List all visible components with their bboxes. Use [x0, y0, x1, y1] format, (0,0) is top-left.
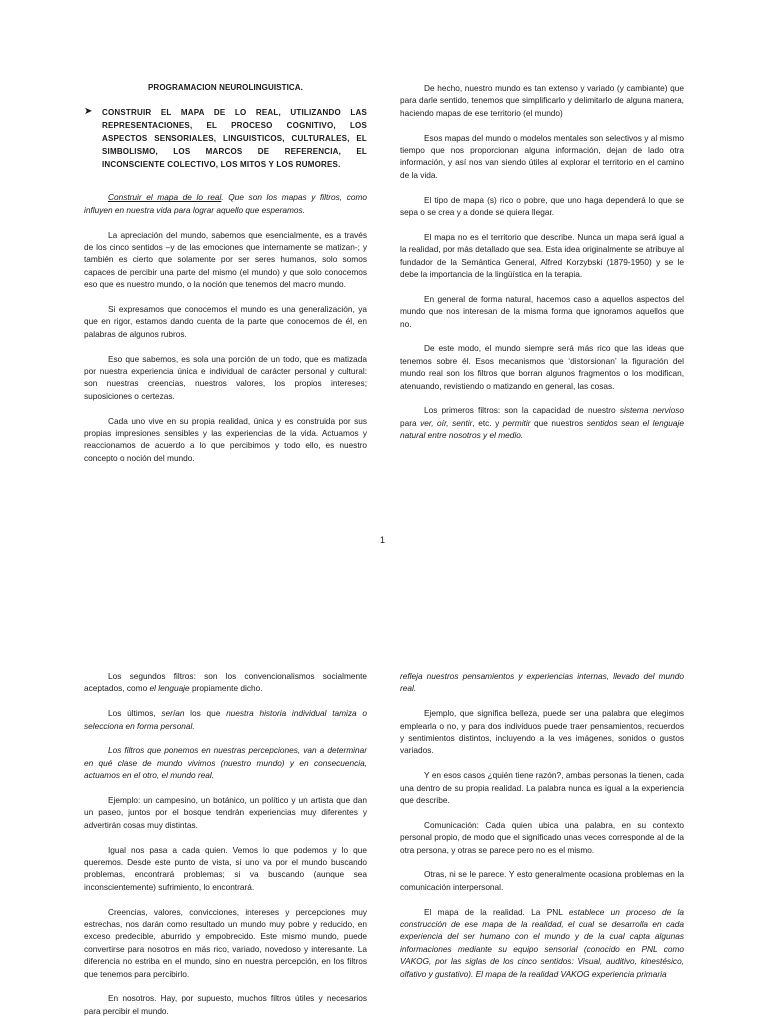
- text-run: Los últimos,: [108, 708, 162, 719]
- lead-underlined: Construir el mapa de lo real: [108, 192, 222, 203]
- paragraph: Comunicación: Cada quien ubica una palabra, en su contexto personal propio, de modo que el significado unas veces corresponde al de la otra persona, y otras se parece pero no es el mismo.: [400, 819, 684, 855]
- text-run: los que: [184, 708, 227, 719]
- paragraph: Creencias, valores, convicciones, intereses y percepciones muy estrechas, nos darán como resultado un mundo muy pobre y reducido, en exceso predecible, aburrido y empobrecido. Este mismo mundo, puede convertirse para nosotros en más rico, variado, novedoso y interesante. La diferencia no estriba en el mundo, sino en nuestra percepción, en los filtros que tenemos para percibirlo.: [84, 906, 367, 979]
- filters-italic-paragraph: Los filtros que ponemos en nuestras percepciones, van a determinar en qué clase de mundo vivimos (nuestro mundo) y en consecuencia, actuamos en el otro, el mundo real.: [84, 745, 367, 781]
- second-filters-paragraph: [84, 670, 367, 695]
- paragraph: Eso que sabemos, es sola una porción de un todo, que es matizada por nuestra experiencia única e individual de carácter personal y cultural: son nuestras creencias, nuestros valores, los propios intereses; suposiciones o certezas.: [84, 353, 367, 401]
- pnl-paragraph: [400, 906, 684, 980]
- paragraph: Esos mapas del mundo o modelos mentales son selectivos y al mismo tiempo que nos proporcionan alguna información, dejan de lado otra información, y así nos van siendo útiles al explorar el territorio en el camino de la vida.: [400, 132, 684, 180]
- page2-left-column: [84, 670, 367, 1024]
- arrow-bullet-icon: ➤: [84, 106, 93, 118]
- paragraph: Y en esos casos ¿quién tiene razón?, ambas personas la tienen, cada una dentro de su propia realidad. La palabra nunca es igual a la experiencia que describe.: [400, 770, 684, 806]
- text-run: Los primeros filtros: son la capacidad de nuestro: [424, 405, 620, 416]
- text-run: que nuestros: [530, 417, 587, 428]
- page1-right-column: [400, 82, 684, 454]
- text-run: , etc. y: [472, 417, 503, 428]
- page-number: 1: [380, 535, 386, 545]
- paragraph: Cada uno vive en su propia realidad, única y es construida por sus propias impresiones sensibles y las experiencias de la vida. Actuamos y reaccionamos de acuerdo a lo que percibimos y todo ello, es nuestro concepto o noción del mundo.: [84, 415, 367, 463]
- paragraph: Igual nos pasa a cada quien. Vemos lo que podemos y lo que queremos. Desde este punto de vista, si uno va por el mundo buscando problemas, encontrará problemas; si va buscando (aunque sea inconscientemente) sufrimiento, lo encontrará.: [84, 844, 367, 892]
- objective-bullet-text: CONSTRUIR EL MAPA DE LO REAL, UTILIZANDO LAS REPRESENTACIONES, EL PROCESO COGNITIVO, LOS ASPECTOS SENSORIALES, LINGUISTICOS, CULTURALES, EL SIMBOLISMO, LOS MARCOS DE REFERENCIA, EL INCONSCIENTE COLECTIVO, LOS MITOS Y LOS RUMORES.: [102, 108, 367, 170]
- last-filters-paragraph: [84, 707, 367, 732]
- document-title: PROGRAMACION NEUROLINGUISTICA.: [148, 83, 303, 92]
- paragraph: De hecho, nuestro mundo es tan extenso y variado (y cambiante) que para darle sentido, tenemos que simplificarlo y delimitarlo de alguna manera, haciendo mapas de ese territorio (el mundo): [400, 83, 684, 118]
- paragraph: En general de forma natural, hacemos caso a aquellos aspectos del mundo que nos interesan de la misma forma que ignoramos aquellos que no.: [400, 293, 684, 329]
- paragraph: En nosotros. Hay, por supuesto, muchos filtros útiles y necesarios para percibir el mundo.: [84, 993, 367, 1016]
- document-page-2: [0, 650, 768, 1024]
- text-run: para: [400, 417, 421, 428]
- page-gap: [0, 590, 768, 650]
- text-run: propiamente dicho.: [189, 683, 263, 694]
- objective-bullet: [84, 106, 367, 171]
- paragraph: El tipo de mapa (s) rico o pobre, que uno haga dependerá lo que se sepa o se crea y a donde se quiera llegar.: [400, 194, 684, 218]
- paragraph: La apreciación del mundo, sabemos que esencialmente, es a través de los cinco sentidos –y de las emociones que internamente se matizan-; y también es cierto que solamente por ser seres humanos, solo somos capaces de percibir una parte del mismo (el mundo) y que solo conocemos eso que es nuestro mundo, o la noción que tenemos del macro mundo.: [84, 229, 367, 290]
- text-run: establece un proceso de la construcción de ese mapa de la realidad, el cual se desarrolla en cada experiencia del ser humano con el mundo y de la cual capta algunas informaciones mediante su equipo sensorial (conocido en PNL como VAKOG, por las siglas de los cinco sentidos: Visual, auditivo, kinestésico, olfativo y gustativo). El mapa de la realidad VAKOG experiencia primaria: [400, 906, 685, 979]
- lead-rest: . Que son los mapas y filtros, como influyen en nuestra vida para lograr aquello que esperamos.: [84, 192, 367, 215]
- paragraph: Ejemplo, que significa belleza, puede ser una palabra que elegimos emplearla o no, y para dos individuos puede traer pensamientos, recuerdos y sentimientos distintos, incluyendo a la ves imágenes, sonidos o gustos variados.: [400, 708, 684, 756]
- text-run: serían: [161, 708, 185, 719]
- paragraph: Otras, ni se le parece. Y esto generalmente ocasiona problemas en la comunicación interpersonal.: [400, 869, 684, 892]
- page1-left-column: [84, 82, 367, 477]
- first-filters-paragraph: [400, 404, 684, 441]
- text-run: ver, oír, sentir: [420, 417, 473, 428]
- text-run: permitir: [502, 417, 531, 428]
- text-run: Los segundos filtros: son los convencionalismos socialmente aceptados, como: [84, 671, 367, 694]
- page2-right-column: [400, 670, 684, 992]
- text-run: sentidos sean el lenguaje natural entre nosotros y el medio.: [400, 417, 684, 441]
- paragraph: El mapa no es el territorio que describe. Nunca un mapa será igual a la realidad, por más detallado que sea. Esta idea originalmente se atribuye al fundador de la Semántica General, Alfred Korzybski (1879-1950) y se le debe la importancia de la lingüística en la terapia.: [400, 231, 684, 280]
- continued-paragraph: refleja nuestros pensamientos y experiencias internas, llevado del mundo real.: [400, 671, 684, 694]
- text-run: el lenguaje: [149, 683, 190, 694]
- text-run: sistema nervioso: [619, 405, 684, 416]
- paragraph: Ejemplo: un campesino, un botánico, un político y un artista que dan un paseo, juntos por el bosque tendrán experiencias muy diferentes y advertirán cosas muy distintas.: [84, 795, 367, 830]
- text-run: nuestra historia individual tamiza o selecciona en forma personal.: [84, 708, 367, 731]
- paragraph: De este modo, el mundo siempre será más rico que las ideas que tenemos sobre él. Esos mecanismos que ‘distorsionan’ la figuración del mundo real son los filtros que borran algunos fragmentos o los modifican, atenuando, revistiendo o matizando en general, las cosas.: [400, 343, 684, 391]
- lead-paragraph: [84, 191, 367, 216]
- text-run: El mapa de la realidad. La PNL: [424, 906, 569, 917]
- paragraph: Si expresamos que conocemos el mundo es una generalización, ya que en rigor, estamos dando cuenta de la parte que conocemos de él, en palabras de algunos rubros.: [84, 304, 367, 339]
